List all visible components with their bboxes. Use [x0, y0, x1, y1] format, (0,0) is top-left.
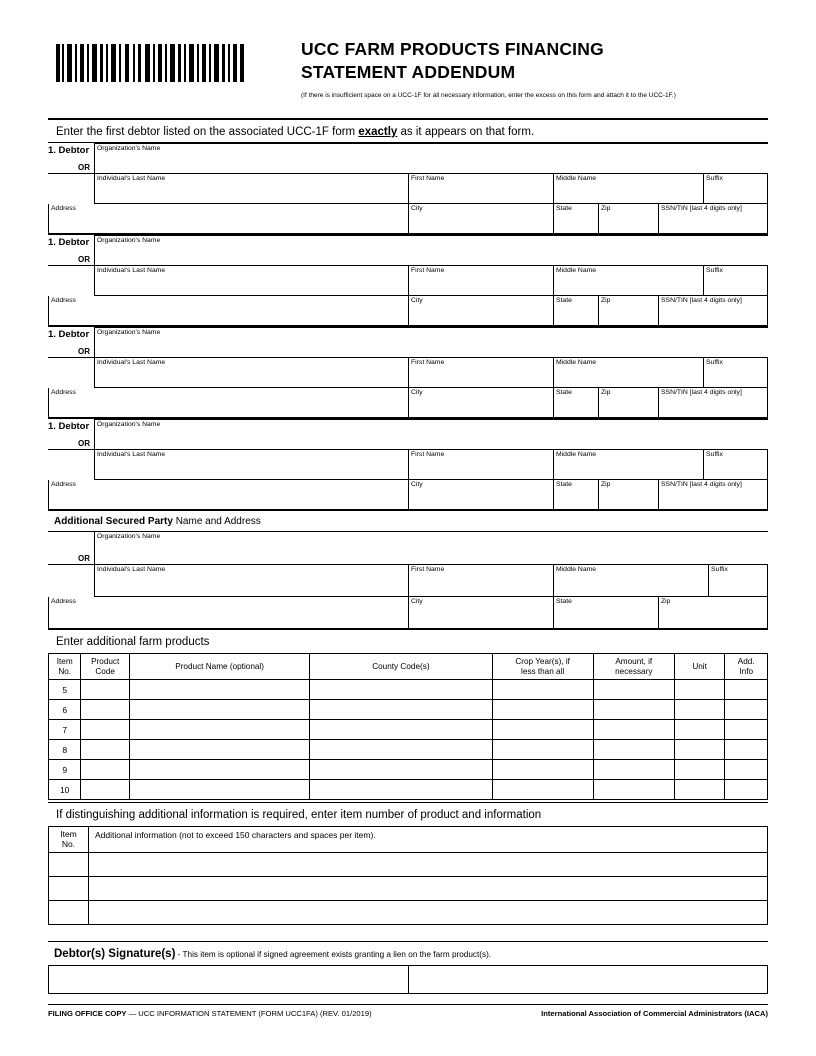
row-unit[interactable] — [674, 780, 725, 800]
debtor-4-zip-label: Zip — [601, 481, 611, 488]
debtor-3-suffix-label: Suffix — [706, 359, 723, 366]
additional-info-table — [48, 826, 768, 925]
debtor-2-city-field[interactable] — [409, 296, 554, 326]
debtor-2-address-label: Address — [51, 297, 76, 304]
secured-party-address-label: Address — [51, 598, 76, 605]
row-item-no: 5 — [49, 680, 81, 700]
row-unit[interactable] — [674, 740, 725, 760]
col-item-no — [49, 654, 81, 680]
debtor-1-middle-name-label: Middle Name — [556, 175, 597, 182]
debtor-2-first-name-field[interactable] — [409, 266, 554, 296]
debtor-2-state-field[interactable] — [554, 296, 599, 326]
farm-products-table — [48, 653, 768, 800]
debtor-2-name-row — [48, 235, 768, 266]
secured-party-heading-bold: Additional Secured Party — [54, 516, 173, 527]
debtor-1-title-cell — [48, 143, 94, 173]
col-code-line1: Product — [91, 657, 120, 667]
row-crop-years[interactable] — [492, 740, 593, 760]
col-addinfo-line1: Add. — [737, 657, 755, 667]
list-item — [49, 877, 768, 901]
debtor-block-2 — [48, 234, 768, 326]
row-product-name[interactable] — [129, 700, 309, 720]
signature-heading — [48, 942, 768, 965]
addl-item-line1: Item — [60, 829, 77, 840]
farm-products-heading: Enter additional farm products — [56, 636, 210, 648]
row-item-no: 7 — [49, 720, 81, 740]
row-add-info[interactable] — [725, 700, 768, 720]
farm-products-header-row — [49, 654, 768, 680]
col-product-name: Product Name (optional) — [129, 654, 309, 680]
row-amount[interactable] — [593, 740, 674, 760]
debtor-2-title: 1. Debtor — [48, 237, 90, 248]
debtor-1-state-field[interactable] — [554, 204, 599, 234]
debtor-instruction-part2: as it appears on that form. — [397, 126, 535, 138]
debtor-1-org-name-label: Organization's Name — [97, 145, 161, 152]
signature-note: - This item is optional if signed agreement exists granting a lien on the farm product(s). — [175, 950, 492, 959]
footer-left-rest: — UCC INFORMATION STATEMENT (FORM UCC1FA) (REV. 01/2019) — [126, 1009, 372, 1018]
row-item-no: 8 — [49, 740, 81, 760]
addl-item-line2: No. — [61, 838, 76, 849]
row-unit[interactable] — [674, 680, 725, 700]
row-amount[interactable] — [593, 680, 674, 700]
debtor-4-ssn-tin-label: SSN/TIN [last 4 digits only] — [661, 481, 742, 488]
col-amount — [593, 654, 674, 680]
debtor-3-first-name-field[interactable] — [409, 358, 554, 388]
secured-party-city-field[interactable] — [409, 597, 554, 629]
col-unit: Unit — [674, 654, 725, 680]
debtor-instruction-part1: Enter the first debtor listed on the associated UCC-1F form — [56, 126, 359, 138]
debtor-4-org-name-label: Organization's Name — [97, 421, 161, 428]
col-amount-line2: necessary — [615, 666, 653, 676]
debtor-4-first-name-field[interactable] — [409, 450, 554, 480]
footer-right: International Association of Commercial Administrators (IACA) — [541, 1009, 768, 1018]
row-amount[interactable] — [593, 780, 674, 800]
debtor-3-title-cell — [48, 327, 94, 357]
secured-party-heading — [48, 511, 768, 531]
secured-party-first-name-field[interactable] — [409, 565, 554, 597]
row-amount[interactable] — [593, 720, 674, 740]
debtor-2-city-label: City — [411, 297, 423, 304]
addl-text-field[interactable] — [89, 877, 768, 901]
row-crop-years[interactable] — [492, 780, 593, 800]
debtor-3-address-row — [48, 388, 768, 418]
col-code-line2: Code — [95, 666, 115, 676]
table-row — [49, 740, 768, 760]
row-add-info[interactable] — [725, 760, 768, 780]
barcode-icon — [56, 44, 246, 82]
debtor-3-last-name-label: Individual's Last Name — [97, 359, 166, 366]
additional-info-header-row — [49, 827, 768, 853]
row-unit[interactable] — [674, 720, 725, 740]
signature-field-2[interactable] — [409, 966, 768, 994]
row-add-info[interactable] — [725, 740, 768, 760]
debtor-1-or-label: OR — [78, 163, 90, 172]
row-county-codes[interactable] — [310, 720, 492, 740]
debtor-4-name-row — [48, 419, 768, 450]
debtor-2-suffix-label: Suffix — [706, 267, 723, 274]
debtor-block-1 — [48, 142, 768, 234]
debtor-3-first-name-label: First Name — [411, 359, 445, 366]
form-header — [48, 30, 768, 108]
footer-left — [48, 1009, 372, 1018]
debtor-3-last-name-field[interactable] — [94, 358, 409, 388]
col-add-info — [725, 654, 768, 680]
debtor-1-name-row — [48, 143, 768, 174]
signature-field-1[interactable] — [49, 966, 409, 994]
row-product-name[interactable] — [129, 780, 309, 800]
debtor-3-or-label: OR — [78, 347, 90, 356]
row-product-code[interactable] — [81, 760, 130, 780]
debtor-block-4 — [48, 418, 768, 510]
secured-party-heading-rest: Name and Address — [172, 516, 261, 527]
row-unit[interactable] — [674, 700, 725, 720]
secured-party-middle-name-field[interactable] — [554, 565, 709, 597]
table-row — [49, 720, 768, 740]
row-county-codes[interactable] — [310, 700, 492, 720]
row-county-codes[interactable] — [310, 760, 492, 780]
debtor-4-city-field[interactable] — [409, 480, 554, 510]
debtor-2-address-field[interactable] — [48, 296, 409, 326]
debtor-4-individual-row — [48, 450, 768, 480]
debtor-4-address-label: Address — [51, 481, 76, 488]
list-item — [49, 901, 768, 925]
debtor-3-address-field[interactable] — [48, 388, 409, 418]
secured-party-suffix-field[interactable] — [709, 565, 768, 597]
debtor-1-last-name-field[interactable] — [94, 174, 409, 204]
row-crop-years[interactable] — [492, 720, 593, 740]
secured-party-state-field[interactable] — [554, 597, 659, 629]
debtor-4-first-name-label: First Name — [411, 451, 445, 458]
debtor-2-middle-name-field[interactable] — [554, 266, 704, 296]
addl-item-no-field[interactable] — [49, 901, 89, 925]
debtor-1-address-label: Address — [51, 205, 76, 212]
debtor-1-first-name-label: First Name — [411, 175, 445, 182]
debtor-4-city-label: City — [411, 481, 423, 488]
debtor-4-last-name-label: Individual's Last Name — [97, 451, 166, 458]
debtor-3-name-row — [48, 327, 768, 358]
debtor-2-individual-row — [48, 266, 768, 296]
debtor-3-address-label: Address — [51, 389, 76, 396]
additional-info-heading: If distinguishing additional information is required, enter item number of product and information — [56, 809, 542, 821]
secured-party-or-cell — [48, 532, 94, 564]
debtor-2-state-label: State — [556, 297, 572, 304]
col-product-code — [81, 654, 130, 680]
secured-party-address-row — [48, 597, 768, 629]
col-crop-line2: less than all — [521, 666, 565, 676]
secured-party-or-label: OR — [78, 554, 90, 563]
secured-party-first-name-label: First Name — [411, 566, 445, 573]
debtor-2-first-name-label: First Name — [411, 267, 445, 274]
debtor-3-individual-row — [48, 358, 768, 388]
debtor-1-city-field[interactable] — [409, 204, 554, 234]
debtor-1-org-name-field[interactable] — [94, 143, 768, 173]
col-county-codes: County Code(s) — [310, 654, 492, 680]
debtor-2-org-name-label: Organization's Name — [97, 237, 161, 244]
debtor-2-address-row — [48, 296, 768, 326]
addl-col-item-no — [49, 827, 89, 853]
col-amount-line1: Amount, if — [615, 657, 653, 667]
secured-party-individual-row — [48, 565, 768, 597]
row-item-no: 6 — [49, 700, 81, 720]
debtor-3-city-label: City — [411, 389, 423, 396]
row-product-code[interactable] — [81, 700, 130, 720]
debtor-1-suffix-label: Suffix — [706, 175, 723, 182]
debtor-2-or-label: OR — [78, 255, 90, 264]
secured-party-name-row — [48, 532, 768, 565]
row-product-code[interactable] — [81, 720, 130, 740]
row-amount[interactable] — [593, 760, 674, 780]
debtor-1-zip-label: Zip — [601, 205, 611, 212]
debtor-4-state-field[interactable] — [554, 480, 599, 510]
debtor-3-ssn-tin-label: SSN/TIN [last 4 digits only] — [661, 389, 742, 396]
debtor-3-middle-name-label: Middle Name — [556, 359, 597, 366]
col-crop-line1: Crop Year(s), if — [515, 657, 570, 667]
secured-party-middle-name-label: Middle Name — [556, 566, 597, 573]
secured-party-org-name-field[interactable] — [94, 532, 768, 564]
debtor-3-zip-field[interactable] — [599, 388, 659, 418]
debtor-3-state-label: State — [556, 389, 572, 396]
row-county-codes[interactable] — [310, 780, 492, 800]
debtor-2-zip-label: Zip — [601, 297, 611, 304]
debtor-1-ssn-tin-label: SSN/TIN [last 4 digits only] — [661, 205, 742, 212]
debtor-4-or-label: OR — [78, 439, 90, 448]
debtor-4-ssn-tin-field[interactable] — [659, 480, 768, 510]
col-item-line2: No. — [58, 666, 72, 676]
secured-party-city-label: City — [411, 598, 423, 605]
row-add-info[interactable] — [725, 780, 768, 800]
debtor-2-ssn-tin-field[interactable] — [659, 296, 768, 326]
debtor-4-title: 1. Debtor — [48, 421, 90, 432]
debtor-1-address-field[interactable] — [48, 204, 409, 234]
debtor-1-ssn-tin-field[interactable] — [659, 204, 768, 234]
list-item — [49, 853, 768, 877]
row-product-name[interactable] — [129, 720, 309, 740]
debtor-3-middle-name-field[interactable] — [554, 358, 704, 388]
debtor-3-title: 1. Debtor — [48, 329, 90, 340]
debtor-3-suffix-field[interactable] — [704, 358, 768, 388]
debtor-2-ssn-tin-label: SSN/TIN [last 4 digits only] — [661, 297, 742, 304]
secured-party-zip-field[interactable] — [659, 597, 768, 629]
row-crop-years[interactable] — [492, 760, 593, 780]
addl-text-field[interactable] — [89, 901, 768, 925]
debtor-3-org-name-field[interactable] — [94, 327, 768, 357]
debtor-3-state-field[interactable] — [554, 388, 599, 418]
row-county-codes[interactable] — [310, 680, 492, 700]
addl-text-field[interactable] — [89, 853, 768, 877]
form-subtitle: (If there is insufficient space on a UCC-1F for all necessary information, enter the excess on this form and attach it to the UCC-1F.) — [301, 91, 676, 99]
debtor-3-city-field[interactable] — [409, 388, 554, 418]
debtor-2-zip-field[interactable] — [599, 296, 659, 326]
table-row — [49, 780, 768, 800]
debtor-1-zip-field[interactable] — [599, 204, 659, 234]
debtor-2-last-name-field[interactable] — [94, 266, 409, 296]
row-item-no: 9 — [49, 760, 81, 780]
addl-item-no-field[interactable] — [49, 853, 89, 877]
row-product-code[interactable] — [81, 680, 130, 700]
secured-party-last-name-field[interactable] — [94, 565, 409, 597]
debtor-4-zip-field[interactable] — [599, 480, 659, 510]
secured-party-org-name-label: Organization's Name — [97, 533, 161, 540]
row-item-no: 10 — [49, 780, 81, 800]
debtor-4-title-cell — [48, 419, 94, 449]
debtor-3-org-name-label: Organization's Name — [97, 329, 161, 336]
row-product-code[interactable] — [81, 740, 130, 760]
debtor-2-title-cell — [48, 235, 94, 265]
row-county-codes[interactable] — [310, 740, 492, 760]
secured-party-address-field[interactable] — [48, 597, 409, 629]
form-title-line2: STATEMENT ADDENDUM — [301, 62, 516, 83]
debtor-4-suffix-field[interactable] — [704, 450, 768, 480]
secured-party-state-label: State — [556, 598, 572, 605]
row-crop-years[interactable] — [492, 700, 593, 720]
col-item-line1: Item — [56, 657, 73, 667]
table-row — [49, 700, 768, 720]
debtor-4-org-name-field[interactable] — [94, 419, 768, 449]
debtor-3-ssn-tin-field[interactable] — [659, 388, 768, 418]
title-block — [301, 38, 676, 99]
debtor-4-address-row — [48, 480, 768, 510]
debtor-block-3 — [48, 326, 768, 418]
debtor-4-state-label: State — [556, 481, 572, 488]
secured-party-zip-label: Zip — [661, 598, 671, 605]
row-product-name[interactable] — [129, 680, 309, 700]
secured-party-last-name-label: Individual's Last Name — [97, 566, 166, 573]
debtor-4-address-field[interactable] — [48, 480, 409, 510]
row-unit[interactable] — [674, 760, 725, 780]
debtor-2-suffix-field[interactable] — [704, 266, 768, 296]
debtor-4-suffix-label: Suffix — [706, 451, 723, 458]
row-product-name[interactable] — [129, 740, 309, 760]
signature-boxes — [48, 965, 768, 994]
debtor-4-middle-name-label: Middle Name — [556, 451, 597, 458]
debtor-1-individual-row — [48, 174, 768, 204]
addl-item-no-field[interactable] — [49, 877, 89, 901]
debtor-2-last-name-label: Individual's Last Name — [97, 267, 166, 274]
row-add-info[interactable] — [725, 720, 768, 740]
row-product-name[interactable] — [129, 760, 309, 780]
debtor-3-zip-label: Zip — [601, 389, 611, 396]
debtor-1-middle-name-field[interactable] — [554, 174, 704, 204]
row-product-code[interactable] — [81, 780, 130, 800]
secured-party-suffix-label: Suffix — [711, 566, 728, 573]
debtor-1-first-name-field[interactable] — [409, 174, 554, 204]
debtor-4-last-name-field[interactable] — [94, 450, 409, 480]
col-crop-years — [492, 654, 593, 680]
debtor-1-title: 1. Debtor — [48, 145, 90, 156]
row-add-info[interactable] — [725, 680, 768, 700]
table-row — [49, 680, 768, 700]
debtor-2-org-name-field[interactable] — [94, 235, 768, 265]
debtor-1-suffix-field[interactable] — [704, 174, 768, 204]
debtor-1-city-label: City — [411, 205, 423, 212]
row-amount[interactable] — [593, 700, 674, 720]
debtor-instruction-exactly: exactly — [358, 126, 398, 138]
debtor-4-middle-name-field[interactable] — [554, 450, 704, 480]
footer-left-bold: FILING OFFICE COPY — [48, 1009, 127, 1018]
col-addinfo-line2: Info — [739, 666, 754, 676]
secured-party-block — [48, 532, 768, 629]
addl-col-text: Additional information (not to exceed 150 characters and spaces per item). — [89, 827, 768, 853]
signature-heading-bold: Debtor(s) Signature(s) — [54, 948, 176, 960]
debtor-1-state-label: State — [556, 205, 572, 212]
debtor-1-address-row — [48, 204, 768, 234]
row-crop-years[interactable] — [492, 680, 593, 700]
debtor-1-last-name-label: Individual's Last Name — [97, 175, 166, 182]
form-title-line1: UCC FARM PRODUCTS FINANCING — [301, 39, 604, 59]
form-footer — [48, 1005, 768, 1018]
table-row — [49, 760, 768, 780]
debtor-instruction — [48, 120, 768, 142]
debtor-2-middle-name-label: Middle Name — [556, 267, 597, 274]
